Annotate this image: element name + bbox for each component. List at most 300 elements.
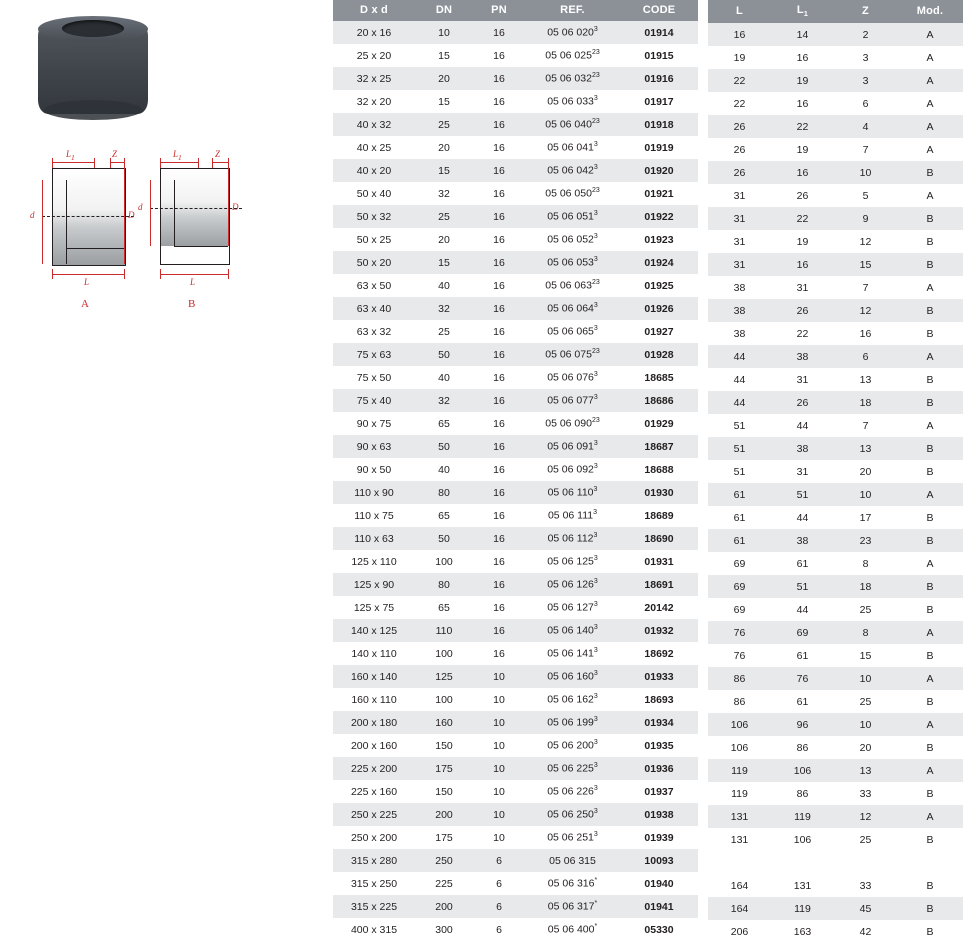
ref-superscript: 3	[593, 739, 598, 747]
cell-mod: B	[926, 465, 934, 478]
ref-superscript: 3	[593, 785, 598, 793]
cell-ref: 05 06 $090^{23}$	[545, 417, 600, 430]
cell-z: 8	[834, 621, 897, 644]
cell-ref: 05 06 $064^3$	[525, 297, 620, 320]
table-row	[333, 182, 698, 205]
cell-ref: 05 06 $199^3$	[525, 711, 620, 734]
dim-label-l-a: L	[84, 277, 90, 287]
cell-l1: 38	[771, 529, 834, 552]
cell-dxd: 50 x 40	[356, 187, 392, 200]
cell-ref: 05 06 $041^3$	[547, 141, 598, 154]
ref-superscript: 3	[593, 624, 598, 632]
cell-dn: 40	[438, 279, 450, 292]
dim-line-d-big-b	[228, 168, 229, 246]
cell-mod: B	[926, 603, 934, 616]
cell-z: 13	[834, 759, 897, 782]
cell-mod: A	[926, 557, 934, 570]
cell-l: 61	[708, 483, 771, 506]
table-row	[708, 184, 963, 207]
cell-l1: 26	[771, 391, 834, 414]
dim-tick-b2	[198, 158, 199, 168]
cell-pn: 16	[473, 67, 525, 90]
cell-dxd: 110 x 90	[333, 481, 415, 504]
cell-dxd: 315 x 250	[350, 877, 398, 890]
cell-l1: 31	[796, 281, 809, 294]
cell-code: 01932	[620, 619, 698, 642]
table-row	[333, 780, 698, 803]
cell-z: 18	[834, 391, 897, 414]
cell-code: 05330	[644, 923, 674, 936]
cell-l: 106	[730, 741, 749, 754]
table-row	[333, 642, 698, 665]
cell-l1: 14	[771, 23, 834, 46]
cell-z: 12	[859, 235, 872, 248]
cell-ref: 05 06 $051^3$	[525, 205, 620, 228]
cell-dn: 65	[438, 417, 450, 430]
cell-l: 31	[733, 235, 746, 248]
cell-l1: 106	[771, 759, 834, 782]
table-row	[333, 803, 698, 826]
cell-mod: B	[897, 253, 963, 276]
cell-dn: 65	[438, 509, 450, 522]
cell-l: 131	[730, 833, 749, 846]
cell-l: 61	[733, 511, 746, 524]
cell-mod: B	[897, 207, 963, 230]
cell-mod: A	[897, 483, 963, 506]
ref-superscript: 3	[593, 256, 598, 264]
cell-dxd: 20 x 16	[333, 21, 415, 44]
cell-l: 31	[708, 253, 771, 276]
cell-mod: A	[926, 281, 934, 294]
table-row	[708, 644, 963, 667]
cell-z: 25	[859, 603, 872, 616]
cell-mod: B	[926, 373, 934, 386]
cell-l: 38	[708, 299, 771, 322]
cell-dxd: 90 x 50	[356, 463, 392, 476]
cell-code: 01920	[620, 159, 698, 182]
cell-mod: A	[897, 345, 963, 368]
cell-l	[708, 851, 771, 874]
cell-pn: 16	[473, 435, 525, 458]
table-row	[708, 920, 963, 943]
ref-superscript: 3	[593, 440, 598, 448]
cell-dxd: 140 x 125	[333, 619, 415, 642]
cell-z: 17	[859, 511, 872, 524]
ref-superscript: 3	[593, 486, 598, 494]
cell-dxd: 75 x 40	[333, 389, 415, 412]
cell-dxd: 50 x 20	[333, 251, 415, 274]
cell-ref: 05 06 317*	[525, 895, 620, 918]
cell-l: 119	[731, 787, 748, 800]
cell-pn: 16	[493, 325, 505, 338]
cell-pn: 10	[493, 693, 505, 706]
cell-l: 44	[733, 373, 746, 386]
table-row	[708, 414, 963, 437]
cell-pn: 6	[496, 877, 502, 890]
cell-dn: 15	[415, 251, 473, 274]
cell-code: 18691	[620, 573, 698, 596]
cell-l1: 163	[793, 925, 812, 938]
dim-line-d-small-a	[42, 180, 43, 264]
ref-superscript: 23	[591, 348, 600, 356]
table-row	[708, 437, 963, 460]
table-row	[708, 506, 963, 529]
cell-dxd: 75 x 63	[333, 343, 415, 366]
cell-l1: 44	[796, 603, 809, 616]
table-row	[708, 368, 963, 391]
cell-ref: 05 06 $251^3$	[547, 831, 598, 844]
table-row	[708, 897, 963, 920]
dim-line-l-b	[160, 274, 228, 275]
cell-ref: 05 06 $126^3$	[525, 573, 620, 596]
header-ref: REF.	[525, 0, 620, 21]
table-row	[333, 872, 698, 895]
photo-bottom-shade	[44, 100, 142, 120]
cell-pn: 16	[473, 619, 525, 642]
cell-l: 61	[708, 529, 771, 552]
table-row	[333, 596, 698, 619]
cell-ref: 05 06 316*	[547, 877, 598, 890]
table-row	[708, 253, 963, 276]
cell-z: 5	[862, 189, 869, 202]
cell-l: 164	[708, 897, 771, 920]
cell-ref: 05 06 400*	[547, 923, 598, 936]
cell-dxd: 225 x 200	[333, 757, 415, 780]
cell-mod: A	[897, 621, 963, 644]
cell-l: 69	[733, 557, 746, 570]
cell-ref: 05 06 $033^3$	[547, 95, 598, 108]
dim-line-z-a	[110, 162, 124, 163]
cell-ref: 05 06 $140^3$	[525, 619, 620, 642]
cell-l1: 22	[771, 207, 834, 230]
cell-dn: 50	[415, 527, 473, 550]
dim-line-d-big-a	[124, 168, 125, 264]
header-z: Z	[834, 0, 897, 23]
cell-l1: 31	[796, 465, 809, 478]
cell-z: 12	[834, 805, 897, 828]
cell-code: 18687	[620, 435, 698, 458]
cell-code: 01940	[644, 877, 674, 890]
ref-superscript: 23	[591, 417, 600, 425]
cell-l: 69	[733, 603, 746, 616]
dim-label-z-a: Z	[112, 149, 118, 159]
cell-l1: 86	[796, 787, 809, 800]
cell-z: 3	[834, 69, 897, 92]
cell-dn: 20	[415, 67, 473, 90]
ref-superscript: 3	[593, 716, 598, 724]
cell-code: 18685	[644, 371, 674, 384]
cell-dxd: 200 x 180	[333, 711, 415, 734]
table-row	[333, 205, 698, 228]
cell-z	[834, 851, 897, 874]
cell-l: 38	[733, 327, 746, 340]
header-dn: DN	[415, 0, 473, 21]
ref-superscript: 3	[593, 141, 598, 149]
table-row	[708, 483, 963, 506]
table-row	[708, 575, 963, 598]
cell-mod: A	[897, 69, 963, 92]
table-row	[708, 391, 963, 414]
dim-tick-b4	[228, 158, 229, 168]
cell-l: 44	[708, 391, 771, 414]
table-row	[708, 667, 963, 690]
dim-label-z-b: Z	[215, 149, 221, 159]
cell-dn: 175	[435, 831, 453, 844]
cell-ref: 05 06 $040^{23}$	[525, 113, 620, 136]
cell-code: 01928	[620, 343, 698, 366]
cell-ref: 05 06 $226^3$	[547, 785, 598, 798]
cell-dn: 100	[435, 647, 453, 660]
ref-superscript: 3	[593, 509, 598, 517]
table-row	[708, 115, 963, 138]
header-code: CODE	[620, 0, 698, 21]
table-row	[708, 529, 963, 552]
cell-pn: 16	[493, 279, 505, 292]
cell-l1: 61	[796, 649, 809, 662]
table-row	[708, 46, 963, 69]
table-row	[333, 67, 698, 90]
dim-label-d-big-b: D	[232, 202, 239, 212]
cell-z: 7	[862, 281, 869, 294]
cell-dn: 300	[435, 923, 453, 936]
table-row	[333, 481, 698, 504]
cell-pn: 16	[473, 297, 525, 320]
section-skirt-b	[160, 246, 230, 265]
table-row	[708, 736, 963, 759]
cell-dn: 125	[415, 665, 473, 688]
cell-z: 15	[834, 253, 897, 276]
cell-z: 2	[834, 23, 897, 46]
table-row	[333, 136, 698, 159]
cell-ref: 05 06 $200^3$	[547, 739, 598, 752]
cell-z: 18	[834, 575, 897, 598]
cell-mod: B	[926, 649, 934, 662]
dim-line-l-a	[52, 274, 124, 275]
ref-superscript: 3	[593, 831, 598, 839]
cell-z: 15	[859, 649, 872, 662]
cell-ref: 05 06 $077^3$	[525, 389, 620, 412]
cell-l: 26	[708, 161, 771, 184]
cell-dxd: 40 x 32	[333, 113, 415, 136]
table-row	[708, 874, 963, 897]
cell-mod: B	[926, 327, 934, 340]
cell-code: 01934	[620, 711, 698, 734]
cell-code: 01933	[620, 665, 698, 688]
table-row	[333, 573, 698, 596]
header-pn: PN	[473, 0, 525, 21]
ref-superscript: 3	[593, 302, 598, 310]
bore-wall-b	[174, 180, 175, 246]
cell-l1: 69	[771, 621, 834, 644]
table-row	[333, 688, 698, 711]
cell-code: 01915	[644, 49, 674, 62]
cell-z: 10	[834, 667, 897, 690]
table-row	[333, 389, 698, 412]
cell-l1: 31	[796, 373, 809, 386]
cell-ref: 05 06 $091^3$	[525, 435, 620, 458]
ref-superscript: 3	[593, 647, 598, 655]
section-body-a	[52, 168, 126, 266]
cell-z: 7	[862, 419, 869, 432]
cell-l: 31	[708, 207, 771, 230]
table-row	[708, 276, 963, 299]
table-row	[708, 299, 963, 322]
cell-pn: 16	[473, 205, 525, 228]
cell-code: 01926	[620, 297, 698, 320]
cell-l1: 44	[796, 511, 809, 524]
table-row	[333, 159, 698, 182]
cell-l1: 51	[771, 483, 834, 506]
table-row	[333, 550, 698, 573]
dim-label-d-big-a: D	[128, 210, 135, 220]
cell-dn: 25	[415, 205, 473, 228]
cell-code: 01919	[644, 141, 674, 154]
cell-mod: A	[926, 97, 934, 110]
cell-dxd: 90 x 63	[333, 435, 415, 458]
cell-l1: 106	[793, 833, 812, 846]
table-row	[333, 757, 698, 780]
cell-l1: 16	[771, 253, 834, 276]
cell-mod: B	[926, 695, 934, 708]
cell-dxd: 125 x 110	[351, 555, 397, 568]
cell-mod: A	[926, 189, 934, 202]
dim-tick-b6	[228, 269, 229, 279]
cell-l1: 19	[796, 235, 809, 248]
cell-dn: 15	[415, 159, 473, 182]
cell-ref: 05 06 $052^3$	[547, 233, 598, 246]
cell-dxd: 63 x 32	[356, 325, 392, 338]
cell-dn: 80	[415, 481, 473, 504]
cell-pn: 16	[493, 463, 505, 476]
dim-tick-a1	[52, 158, 53, 168]
cell-z: 25	[859, 833, 872, 846]
dim-tick-a5	[52, 269, 53, 279]
cell-dxd: 200 x 160	[350, 739, 398, 752]
cell-mod	[897, 851, 963, 874]
dimension-table	[708, 0, 963, 943]
cell-l1: 22	[771, 115, 834, 138]
dim-table-header-row	[708, 0, 963, 23]
cell-z: 23	[834, 529, 897, 552]
cell-pn: 16	[473, 573, 525, 596]
ref-superscript: 3	[593, 210, 598, 218]
dim-line-l1-a	[52, 162, 94, 163]
cell-pn: 16	[473, 21, 525, 44]
cell-l1: 19	[771, 69, 834, 92]
ref-superscript: *	[594, 877, 598, 885]
cell-dxd: 40 x 25	[356, 141, 392, 154]
cell-dxd: 32 x 25	[333, 67, 415, 90]
cell-mod: A	[926, 51, 934, 64]
cell-dxd: 50 x 32	[333, 205, 415, 228]
cell-z: 13	[834, 437, 897, 460]
cell-dxd: 110 x 63	[333, 527, 415, 550]
table-row	[708, 690, 963, 713]
cell-pn: 16	[493, 509, 505, 522]
ref-superscript: 3	[593, 233, 598, 241]
cell-pn: 10	[473, 711, 525, 734]
cell-z: 3	[862, 51, 869, 64]
cell-code: 01929	[644, 417, 674, 430]
cell-l: 86	[733, 695, 746, 708]
cell-code: 01916	[620, 67, 698, 90]
table-row	[708, 207, 963, 230]
ref-superscript: 3	[593, 95, 598, 103]
cell-pn: 16	[493, 371, 505, 384]
cell-dn: 225	[435, 877, 453, 890]
cell-code: 01939	[644, 831, 674, 844]
cell-z: 33	[859, 879, 872, 892]
cell-code: 10093	[620, 849, 698, 872]
cell-dxd: 125 x 75	[353, 601, 395, 614]
ref-superscript: 23	[591, 49, 600, 57]
cell-ref: 05 06 $225^3$	[525, 757, 620, 780]
table-row	[333, 44, 698, 67]
cell-dxd: 160 x 110	[351, 693, 397, 706]
cell-z: 42	[859, 925, 872, 938]
table-row	[333, 435, 698, 458]
cell-l1: 131	[793, 879, 812, 892]
cell-pn: 16	[493, 95, 505, 108]
cell-pn: 16	[473, 113, 525, 136]
cell-mod: A	[897, 115, 963, 138]
cell-dxd: 90 x 75	[356, 417, 392, 430]
dim-tick-b3	[212, 158, 213, 168]
cell-ref: 05 06 $110^3$	[525, 481, 620, 504]
cell-dn: 25	[415, 113, 473, 136]
cell-code: 01927	[644, 325, 674, 338]
figure-b-caption: B	[188, 298, 196, 310]
cell-mod: A	[926, 143, 934, 156]
cell-l1: 16	[796, 51, 809, 64]
cell-z: 13	[859, 373, 872, 386]
cell-z: 25	[859, 695, 872, 708]
cell-z: 9	[834, 207, 897, 230]
ref-superscript: 3	[593, 762, 598, 770]
ref-superscript: 23	[591, 187, 600, 195]
cell-l: 22	[733, 97, 746, 110]
table-row	[333, 113, 698, 136]
cell-l1: 86	[796, 741, 809, 754]
table-row	[333, 895, 698, 918]
ref-superscript: 3	[593, 555, 598, 563]
cell-pn: 6	[473, 849, 525, 872]
cell-ref: 05 06 $075^{23}$	[525, 343, 620, 366]
ref-superscript: 3	[593, 26, 598, 34]
dim-line-z-b	[212, 162, 228, 163]
cell-code: 18693	[644, 693, 674, 706]
bore-wall-a	[66, 180, 67, 264]
cell-l: 16	[708, 23, 771, 46]
cell-l: 31	[733, 189, 746, 202]
cell-dn: 40	[438, 371, 450, 384]
cell-z: 10	[834, 713, 897, 736]
dim-line-d-small-b	[150, 180, 151, 246]
ref-superscript: 3	[593, 601, 598, 609]
cell-code: 01941	[620, 895, 698, 918]
header-mod: Mod.	[897, 0, 963, 23]
cell-code: 01930	[620, 481, 698, 504]
cell-ref: 05 06 $053^3$	[525, 251, 620, 274]
cell-dxd: 400 x 315	[350, 923, 398, 936]
cell-mod: A	[897, 713, 963, 736]
cell-mod: B	[897, 575, 963, 598]
cell-dxd: 40 x 20	[333, 159, 415, 182]
cell-dn: 100	[435, 693, 453, 706]
cell-mod: A	[897, 667, 963, 690]
table-row	[708, 322, 963, 345]
cell-mod: A	[897, 23, 963, 46]
